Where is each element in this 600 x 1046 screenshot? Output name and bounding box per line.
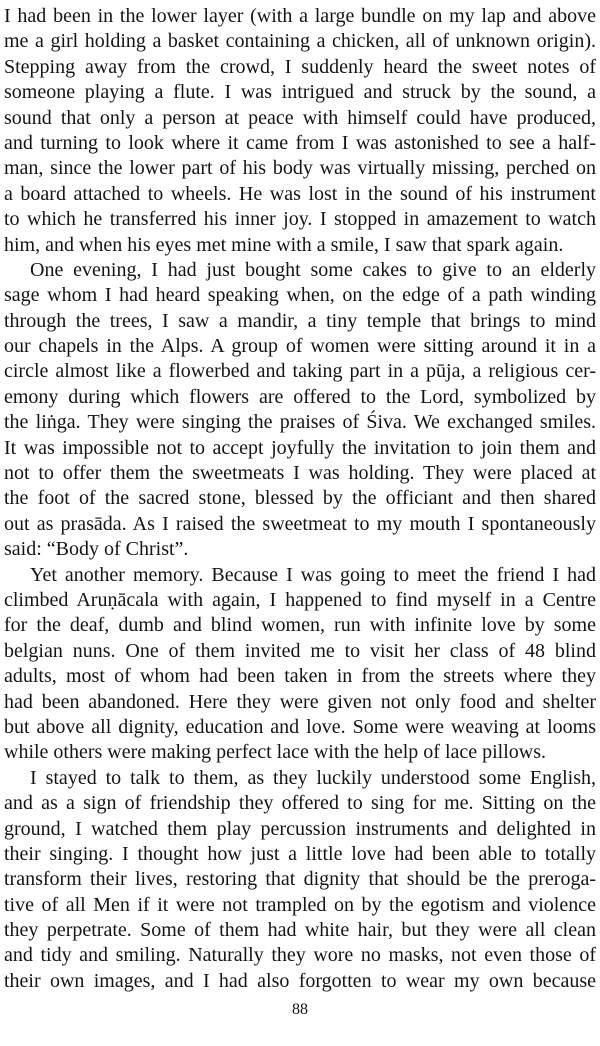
text-line: out as prasāda. As I raised the sweetmeat to my mouth I spontaneously bbox=[4, 512, 596, 535]
text-line: but above all dignity, education and love. Some were weaving at looms bbox=[4, 715, 596, 738]
text-line: Yet another memory. Because I was going to meet the friend I had bbox=[30, 563, 596, 586]
text-line: and tidy and smiling. Naturally they wore no masks, not even those of bbox=[4, 944, 596, 967]
text-line: our chapels in the Alps. A group of women were sitting around it in a bbox=[4, 335, 596, 358]
text-line: sound that only a person at peace with himself could have produced, bbox=[4, 106, 596, 129]
text-line: circle almost like a flowerbed and taking part in a pūja, a religious cer- bbox=[4, 360, 596, 383]
text-line: ground, I watched them play percussion instruments and delighted in bbox=[4, 817, 596, 840]
text-line: for the deaf, dumb and blind women, run with infinite love by some bbox=[4, 614, 596, 637]
text-line: and turning to look where it came from I was astonished to see a half- bbox=[4, 131, 596, 154]
text-line: him, and when his eyes met mine with a smile, I saw that spark again. bbox=[4, 233, 564, 256]
text-line: the liṅga. They were singing the praises of Śiva. We exchanged smiles. bbox=[4, 411, 596, 434]
text-line: emony during which flowers are offered to the Lord, symbolized by bbox=[4, 385, 596, 408]
text-line: adults, most of whom had been taken in from the streets where they bbox=[4, 665, 596, 688]
text-line: had been abandoned. Here they were given not only food and shelter bbox=[4, 690, 596, 713]
text-line: me a girl holding a basket containing a chicken, all of unknown origin). bbox=[4, 30, 596, 53]
text-line: their own images, and I had also forgotten to wear my own because bbox=[4, 969, 596, 992]
text-line: they perpetrate. Some of them had white hair, but they were all clean bbox=[4, 919, 596, 942]
text-line: belgian nuns. One of them invited me to visit her class of 48 blind bbox=[4, 639, 596, 662]
page-number: 88 bbox=[292, 1001, 308, 1018]
body-text bbox=[4, 4, 596, 994]
text-line: climbed Aruṇācala with again, I happened to find myself in a Centre bbox=[4, 588, 596, 611]
text-line: not to offer them the sweetmeats I was holding. They were placed at bbox=[4, 462, 596, 485]
text-line: while others were making perfect lace with the help of lace pillows. bbox=[4, 741, 547, 764]
text-line: and as a sign of friendship they offered to sing for me. Sitting on the bbox=[4, 792, 596, 815]
text-line: their singing. I thought how just a little love had been able to totally bbox=[4, 842, 596, 865]
text-line: transform their lives, restoring that dignity that should be the preroga- bbox=[4, 868, 596, 891]
text-line: to which he transferred his inner joy. I stopped in amazement to watch bbox=[4, 208, 596, 231]
text-line: man, since the lower part of his body was virtually missing, perched on bbox=[4, 157, 596, 180]
text-line: tive of all Men if it were not trampled on by the egotism and violence bbox=[4, 893, 596, 916]
text-line: sage whom I had heard speaking when, on the edge of a path winding bbox=[4, 284, 596, 307]
text-line: It was impossible not to accept joyfully the invitation to join them and bbox=[4, 436, 596, 459]
text-line: someone playing a flute. I was intrigued and struck by the sound, a bbox=[4, 81, 596, 104]
text-line: a board attached to wheels. He was lost in the sound of his instrument bbox=[4, 182, 596, 205]
text-line: I stayed to talk to them, as they luckily understood some English, bbox=[30, 766, 596, 789]
text-line: One evening, I had just bought some cakes to give to an elderly bbox=[30, 258, 596, 281]
text-line: through the trees, I saw a mandir, a tiny temple that brings to mind bbox=[4, 309, 596, 332]
text-line: Stepping away from the crowd, I suddenly heard the sweet notes of bbox=[4, 55, 596, 78]
text-line: I had been in the lower layer (with a large bundle on my lap and above bbox=[4, 5, 596, 27]
text-line: said: “Body of Christ”. bbox=[4, 538, 189, 561]
text-line: the foot of the sacred stone, blessed by the officiant and then shared bbox=[4, 487, 596, 510]
